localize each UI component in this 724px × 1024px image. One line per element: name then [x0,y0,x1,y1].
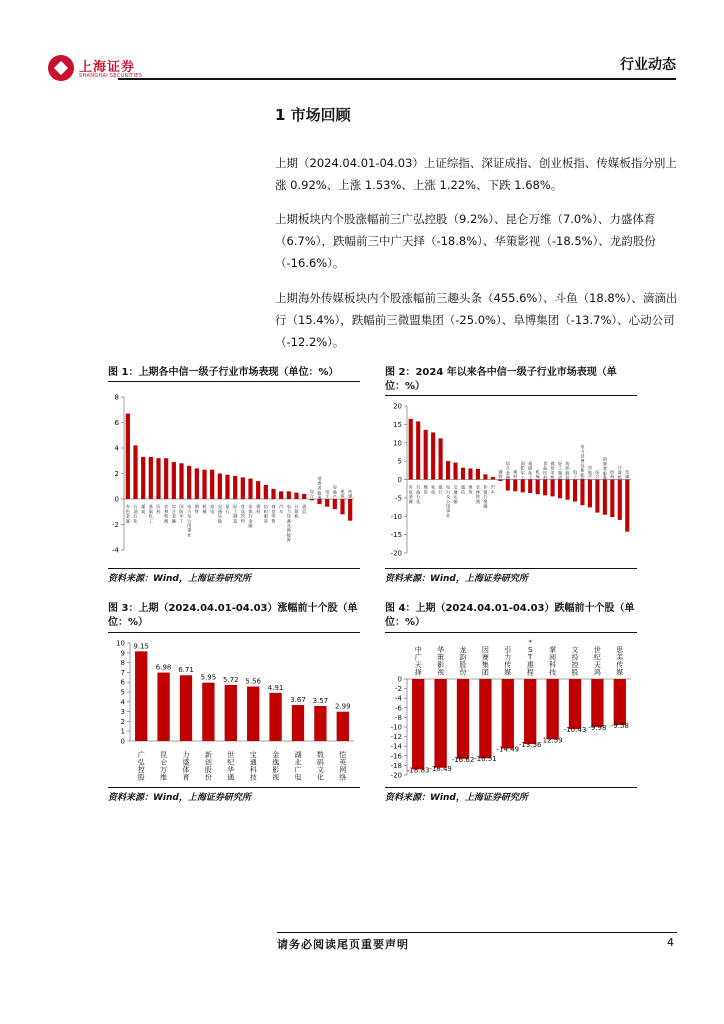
figure-2-bottom-rule [385,568,637,569]
data-label: -18.83 [406,766,430,775]
figure-3-top-rule [108,632,360,633]
y-tick-label: -2 [395,685,402,694]
y-tick-label: -4 [112,546,119,555]
category-label: 消费者服务 [602,456,607,481]
category-label: 文投控股 [571,646,579,677]
bar [412,679,424,769]
figure-3-source: 资料来源：Wind，上海证券研究所 [108,793,251,803]
page-number: 4 [667,936,674,949]
bar [551,480,555,497]
bar [491,477,495,480]
bar [126,414,130,499]
bar [141,457,145,499]
bar [180,675,192,741]
y-tick-label: 8 [120,659,125,668]
bar [218,474,222,500]
figure-4-bottom-rule [385,787,637,788]
bar [164,458,168,499]
figure-1-top-rule [108,381,360,382]
bar [225,475,229,499]
category-label: 银行 [438,484,443,495]
bar [314,706,326,741]
data-label: 6.98 [155,663,172,672]
category-label: 综合 [595,469,600,479]
y-tick-label: 5 [120,688,125,697]
bar [580,480,584,506]
y-tick-label: -6 [395,704,402,713]
bar [271,489,275,499]
bar [625,480,629,532]
bar [409,419,413,480]
bar [248,479,252,499]
y-tick-label: 5 [397,457,402,466]
category-label: 钢铁 [498,469,503,479]
y-tick-label: -20 [390,771,402,780]
category-label: 医药 [610,469,615,479]
bar [157,673,169,741]
category-label: 商贸零售 [550,460,555,480]
figure-1-title: 图 1：上期各中信一级子行业市场表现（单位：%） [108,367,339,378]
category-label: 轻工制造 [557,460,563,480]
category-label: 房地产 [332,484,337,499]
category-label: 钢铁 [194,504,199,514]
category-label: 食品饮料 [543,460,548,480]
bar [172,462,176,499]
bar [156,458,160,499]
bar [498,480,502,481]
category-label: 因赛集团 [481,646,489,677]
bar [434,679,446,768]
category-label: 医药 [156,504,161,514]
data-label: -16.51 [474,755,497,764]
bar [431,432,435,479]
data-label: -9.98 [588,723,607,732]
y-tick-label: -20 [390,549,402,558]
category-label: 计算机 [294,504,299,519]
bar [149,457,153,499]
category-label: 消费者服务 [317,476,322,500]
section-title: 1 市场回顾 [275,106,351,124]
category-label: 电力设备及新能源 [580,444,585,482]
bar [225,685,237,741]
category-label: 家电 [431,484,436,495]
category-label: 纺织服装 [565,460,570,480]
category-label: 传媒 [625,469,630,479]
bar [528,480,532,494]
bar [187,466,191,499]
bar [348,499,352,521]
y-tick-label: 1 [120,727,125,736]
category-label: 建筑 [468,484,473,495]
data-label: 5.56 [245,677,261,686]
figure-2-chart [385,398,637,566]
bar [287,491,291,499]
bar [546,679,558,739]
y-tick-label: 0 [397,675,402,684]
y-tick-label: 6 [120,678,125,687]
bar [502,679,514,749]
category-label: 数码文化 [316,751,324,782]
figure-4-top-rule [385,632,637,633]
data-label: 2.99 [335,702,351,711]
bar [476,469,480,480]
bar [513,480,517,492]
category-label: 建筑 [340,488,345,499]
category-label: 电力设备及新能源 [286,504,291,543]
category-label: 煤炭 [141,504,146,514]
category-label: 电力及公用事业 [187,504,192,538]
category-label: 交通运输 [453,484,458,504]
y-tick-label: -16 [390,752,402,761]
y-tick-label: 2 [114,470,119,478]
data-label: -14.49 [496,745,520,754]
data-label: 3.67 [290,696,306,705]
category-label: 恺英网络 [339,751,347,782]
category-label: 煤炭 [423,484,428,495]
category-label: 建材 [256,504,261,514]
bar [573,480,577,502]
bar [202,470,206,499]
y-tick-label: 0 [397,476,402,484]
bar [591,679,603,727]
figure-3-title: 图 3：上期（2024.04.01-04.03）涨幅前十个股（单位：%） [108,603,358,628]
category-label: 电子 [572,469,578,479]
category-label: 综合金融 [505,460,510,480]
y-tick-label: 6 [114,419,119,427]
data-label: 4.91 [267,683,284,692]
y-tick-label: 8 [114,393,119,402]
bar [202,683,214,741]
bar [325,499,329,507]
y-tick-label: -4 [395,694,402,703]
bar [292,705,304,741]
bar [133,445,137,499]
y-tick-label: -18 [390,761,402,770]
y-tick-label: 4 [114,444,119,453]
data-label: -13.56 [518,741,542,750]
category-label: 房地产 [587,465,593,480]
y-tick-label: 0 [114,495,119,504]
bar [269,693,281,741]
y-tick-label: -12 [390,733,402,742]
bar [247,687,259,741]
bar [536,480,540,495]
category-label: 金逸影视 [272,751,280,782]
data-label: 3.57 [312,697,329,706]
y-tick-label: 2 [120,717,125,726]
bar [610,480,614,517]
bar [264,485,268,499]
brand-name-en: SHANGHAI SECURITIES [79,73,143,79]
bar [558,480,562,499]
figure-4-title: 图 4：上期（2024.04.01-04.03）跌幅前十个股（单位：%） [385,603,635,628]
paragraph-index-performance: 上期（2024.04.01-04.03）上证综指、深证成指、创业板指、传媒板指分别上涨 0.92%、上涨 1.53%、上涨 1.22%、下跌 1.68%。 [275,156,677,192]
bar [340,499,344,514]
bar [302,494,306,499]
bar [279,491,283,499]
category-label: 基础化工 [148,504,153,524]
y-tick-label: -15 [390,531,402,540]
category-label: * S T 惠程 [526,638,534,677]
category-label: 有色金属 [125,504,130,524]
category-label: 龙韵股份 [459,646,467,677]
category-label: 非银行金融 [483,484,488,509]
bar [483,474,487,479]
category-label: 力盛体育 [182,751,190,782]
document-type: 行业动态 [620,57,676,73]
bar [195,468,199,499]
bar [521,480,525,493]
y-tick-label: 7 [120,668,125,677]
category-label: 世纪天鸿 [593,646,601,677]
category-label: 农林牧渔 [475,484,481,504]
data-label: -9.58 [610,721,629,730]
y-tick-label: 3 [120,708,125,717]
category-label: 国防军工 [179,504,184,524]
bar [461,468,465,480]
category-label: 机械 [202,504,207,514]
bar [565,480,569,500]
bar [479,679,491,758]
bar [543,480,547,496]
y-tick-label: 10 [116,639,125,648]
category-label: 非银行金融 [248,504,253,528]
category-label: 通信 [302,504,307,514]
category-label: 机械 [535,469,540,479]
category-label: 农林牧渔 [164,504,169,524]
bar [614,679,626,725]
bar [294,493,298,499]
bar [457,679,469,759]
y-tick-label: -5 [395,494,402,503]
footer-disclaimer: 请务必阅读尾页重要声明 [277,938,409,951]
category-label: 国防军工 [520,460,525,480]
bar [337,712,349,741]
y-tick-label: 0 [120,737,125,746]
category-label: 纺织服装 [263,504,268,524]
bar [595,480,599,513]
category-label: 传媒 [348,488,353,499]
figure-3-chart [108,635,360,785]
bar [241,477,245,499]
y-tick-label: -10 [390,512,402,521]
category-label: 家电 [210,504,215,514]
bar [569,679,581,729]
category-label: 掌阅科技 [549,646,557,677]
y-tick-label: -2 [112,521,119,529]
category-label: 引力传媒 [504,646,512,677]
data-label: 9.15 [133,642,149,651]
bar [524,679,536,744]
category-label: 建材 [513,469,518,479]
data-label: -16.62 [451,755,475,764]
category-label: 轻工制造 [233,504,238,524]
paragraph-overseas-stocks: 上期海外传媒板块内个股涨幅前三趣头条（455.6%）、斗鱼（18.8%）、滴滴出行（15.4%），跌幅前三微盟集团（-25.0%）、阜博集团（-13.7%）、心动公司（-12.2%）。 [275,291,678,349]
category-label: 电子 [325,488,330,499]
figure-2-source: 资料来源：Wind，上海证券研究所 [385,574,528,584]
bar [135,651,147,741]
bar [210,470,214,499]
bar [439,438,443,479]
category-label: 交通运输 [217,504,222,524]
bar [506,480,510,491]
y-tick-label: 9 [120,649,125,658]
header-rule [118,78,676,80]
category-label: 通信 [460,484,466,495]
category-label: 基础化工 [528,460,533,480]
bar [416,421,420,479]
figure-2-top-rule [385,395,637,396]
y-tick-label: -8 [395,713,402,722]
data-label: 6.71 [178,666,194,675]
data-label: -18.49 [429,764,452,773]
category-label: 汽车 [490,484,495,495]
figure-4-chart [385,635,637,785]
category-label: 世纪华通 [227,751,235,782]
category-label: 石油石化 [416,484,421,504]
category-label: 综合金融 [171,504,176,524]
category-label: 综合 [309,488,314,499]
bar [256,481,260,499]
data-label: 5.95 [200,673,217,682]
category-label: 银行 [225,504,230,514]
category-label: 宝通科技 [249,751,257,782]
category-label: 电力及公用事业 [445,484,451,518]
figure-2-title: 图 2：2024 年以来各中信一级子行业市场表现（单位：%） [385,367,617,392]
bar [310,499,314,500]
bar [333,499,337,509]
y-tick-label: 20 [393,402,402,411]
paragraph-sector-stocks: 上期板块内个股涨幅前三广弘控股（9.2%）、昆仑万维（7.0%）、力盛体育（6.7%），跌幅前三中广天择（-18.8%）、华策影视（-18.5%）、龙韵股份（-16.6%）。 [275,212,656,270]
category-label: 计算机 [617,465,622,480]
y-tick-label: -10 [390,723,402,732]
category-label: 湖北广电 [294,751,302,782]
category-label: 汽车 [279,504,284,514]
figure-3-bottom-rule [108,787,360,788]
figure-1-bottom-rule [108,568,360,569]
category-label: 中广天择 [414,646,422,677]
category-label: 昆仑万维 [160,751,168,782]
bar [453,463,457,480]
category-label: 广弘控股 [137,751,145,782]
category-label: 石油石化 [133,504,138,524]
bar [603,480,607,515]
bar [618,480,622,520]
figure-1-source: 资料来源：Wind，上海证券研究所 [108,574,251,584]
figure-1-chart [108,384,360,566]
brand-name: 上海证券 [79,60,136,75]
data-label: 5.72 [223,675,239,684]
bar [233,476,237,499]
bar [468,468,472,479]
category-label: 华策影视 [437,646,445,677]
y-tick-label: -14 [390,742,402,751]
y-tick-label: 10 [393,439,402,448]
bar [179,463,183,499]
bar [424,430,428,480]
bar [446,461,450,479]
y-tick-label: 4 [120,698,125,707]
category-label: 有色金属 [408,484,413,504]
category-label: 新创股份 [204,751,212,782]
category-label: 思美传媒 [616,646,624,677]
y-tick-label: 15 [393,420,402,429]
figure-4-source: 资料来源：Wind，上海证券研究所 [385,793,528,803]
footer-rule [277,932,677,933]
bar [588,480,592,508]
data-label: -10.43 [563,726,587,735]
category-label: 商贸零售 [271,504,276,524]
category-label: 食品饮料 [240,504,245,524]
data-label: 12.59 [542,736,563,745]
